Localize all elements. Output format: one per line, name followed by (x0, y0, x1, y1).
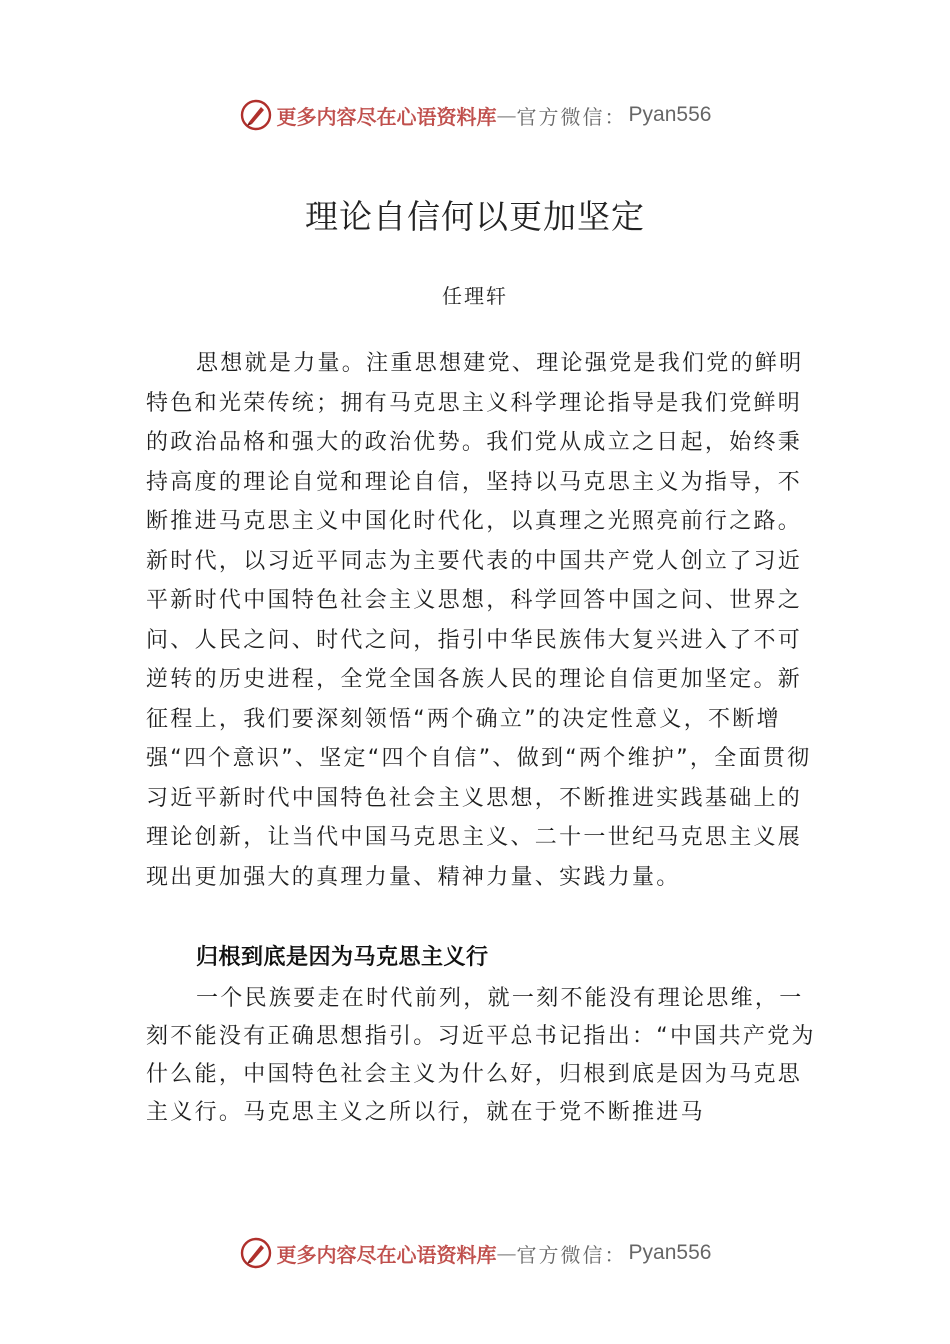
banner-wechat-label: 官方微信： (516, 104, 627, 129)
pen-logo-icon (239, 1236, 273, 1270)
body-paragraph-1: 思想就是力量。注重思想建党、理论强党是我们党的鲜明特色和光荣传统；拥有马克思主义科学理论指导是我们党鲜明的政治品格和强大的政治优势。我们党从成立之日起，始终秉持高度的理论自觉和理论自信，坚持以马克思主义为指导，不断推进马克思主义中国化时代化，以真理之光照亮前行之路。新时代，以习近平同志为主要代表的中国共产党人创立了习近平新时代中国特色社会主义思想，科学回答中国之问、世界之问、人民之问、时代之问，指引中华民族伟大复兴进入了不可逆转的历史进程，全党全国各族人民的理论自信更加坚定。新征程上，我们要深刻领悟“两个确立”的决定性意义，不断增强“四个意识”、坚定“四个自信”、做到“两个维护”，全面贯彻习近平新时代中国特色社会主义思想，不断推进实践基础上的理论创新，让当代中国马克思主义、二十一世纪马克思主义展现出更加强大的真理力量、精神力量、实践力量。 (146, 351, 812, 890)
banner-wechat-id: Pyan556 (628, 1241, 712, 1264)
banner-library-text: 更多内容尽在心语资料库 (276, 104, 497, 129)
banner-wechat-label: 官方微信： (516, 1242, 627, 1267)
document-author: 任理轩 (442, 284, 508, 308)
document-title: 理论自信何以更加坚定 (305, 197, 645, 236)
pen-logo-icon (239, 98, 273, 132)
banner-dash: — (496, 103, 517, 127)
header-banner (0, 95, 950, 135)
banner-library-text: 更多内容尽在心语资料库 (276, 1242, 497, 1267)
footer-banner (0, 1233, 950, 1273)
banner-wechat-id: Pyan556 (628, 103, 712, 126)
banner-dash: — (496, 1241, 517, 1265)
body-paragraph-2: 一个民族要走在时代前列，就一刻不能没有理论思维，一刻不能没有正确思想指引。习近平总书记指出：“中国共产党为什么能，中国特色社会主义为什么好，归根到底是因为马克思主义行。马克思主义之所以行，就在于党不断推进马 (146, 986, 816, 1125)
section-heading: 归根到底是因为马克思主义行 (196, 945, 489, 970)
